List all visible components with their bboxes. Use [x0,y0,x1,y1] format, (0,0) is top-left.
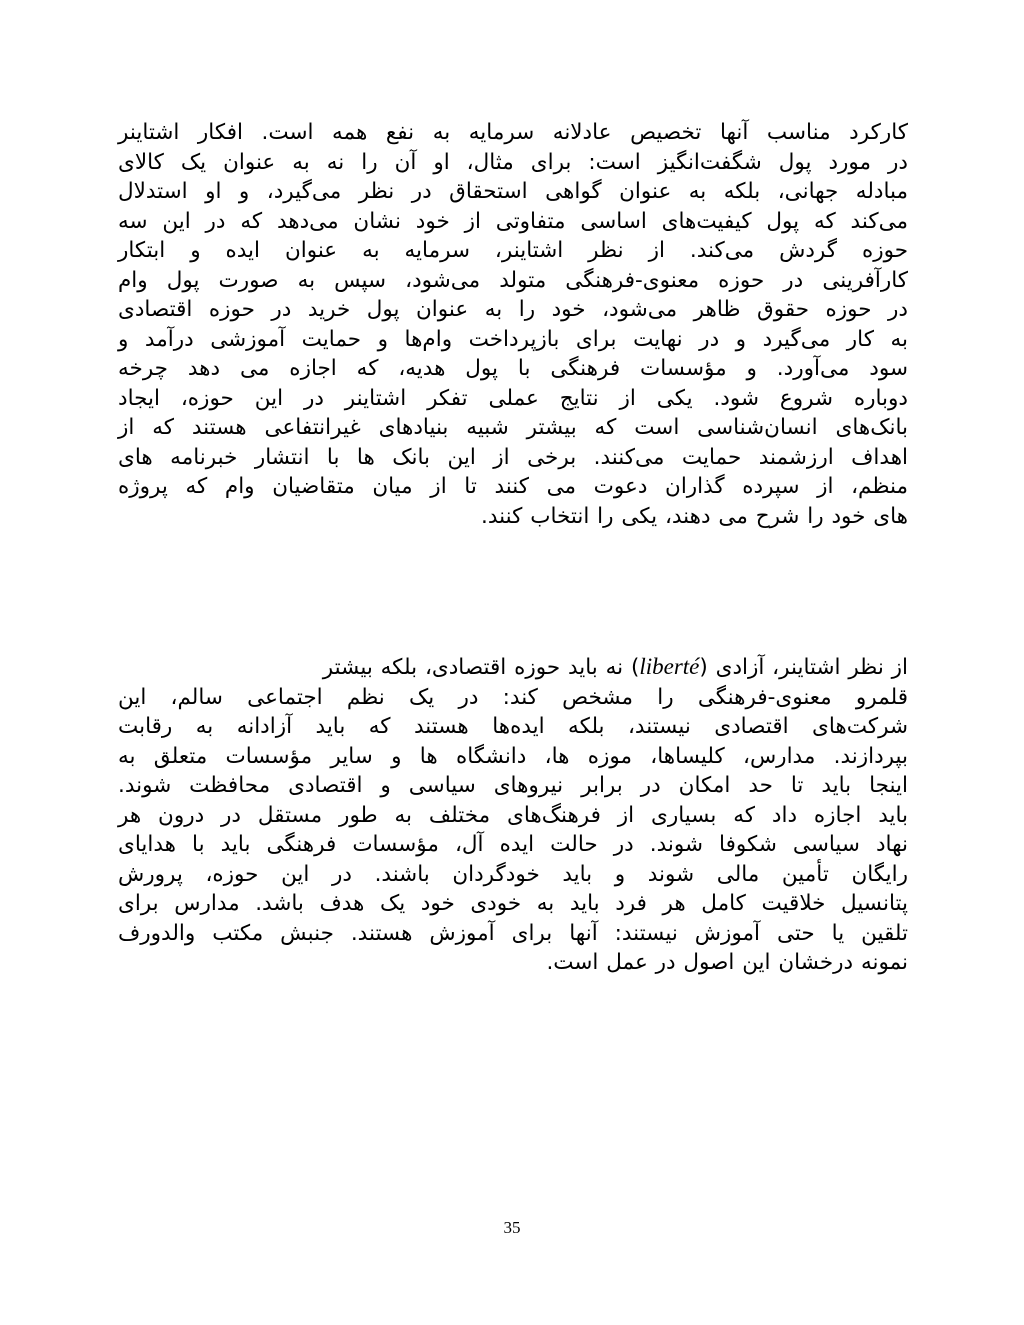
paragraph-2-line: نمونه درخشان این اصول در عمل است. [546,950,908,975]
paragraph-1 [118,118,908,531]
paragraph-2-text: از نظر اشتاینر، آزادی ( [699,655,908,680]
page-number: 35 [503,1218,521,1237]
paragraph-1-line: حوزه گردش می‌کند. از نظر اشتاینر، سرمایه به عنوان ایده و ابتکار [118,238,908,263]
paragraph-2-line: نهاد سیاسی شکوفا شوند. در حالت ایده آل، مؤسسات فرهنگی باید با هدایای [118,832,908,857]
paragraph-2-line: شرکت‌های اقتصادی نیستند، بلکه ایده‌ها هستند که باید آزادانه به رقابت [118,714,908,739]
paragraph-1-line: در مورد پول شگفت‌انگیز است: برای مثال، او آن را نه به عنوان یک کالای [118,149,908,175]
paragraph-1-line: منظم، از سپرده گذاران دعوت می کنند تا از میان متقاضیان وام که پروژه [118,474,908,499]
paragraph-2-line: پتانسیل خلاقیت کامل هر فرد باید به خودی خود یک هدف باشد. مدارس برای [118,891,908,916]
paragraph-1-line: های خود را شرح می دهند، یکی را انتخاب کنند. [481,503,908,529]
paragraph-1-line: مبادله جهانی، بلکه به عنوان گواهی استحقاق در نظر می‌گیرد، و او استدلال [118,179,908,204]
paragraph-1-line: به کار می‌گیرد و در نهایت برای بازپرداخت وام‌ها و حمایت آموزشی درآمد و [118,326,908,352]
liberte-term: liberté [639,654,700,679]
paragraph-1-line: می‌کند که پول کیفیت‌های اساسی متفاوتی از خود نشان می‌دهد که در این سه [118,208,908,234]
paragraph-1-line: بانک‌های انسان‌شناسی است که بیشتر شبیه بنیادهای غیرانتفاعی هستند که از [118,415,908,440]
paragraph-2-line: اینجا باید تا حد امکان در برابر نیروهای سیاسی و اقتصادی محافظت شوند. [118,773,908,798]
paragraph-2-line: تلقین یا حتی آموزش نیستند: آنها برای آموزش هستند. جنبش مکتب والدورف [118,920,908,946]
paragraph-1-line: در حوزه حقوق ظاهر می‌شود، خود را به عنوان پول خرید در حوزه اقتصادی [118,297,908,322]
paragraph-2 [118,652,908,978]
paragraph-1-line: اهداف ارزشمند حمایت می‌کنند. برخی از این بانک ها با انتشار خبرنامه های [118,444,908,470]
paragraph-2-line: باید اجازه داد که بسیاری از فرهنگ‌های مختلف به طور مستقل در درون هر [118,802,908,828]
paragraph-2-line: بپردازند. مدارس، کلیساها، موزه ها، دانشگاه ها و سایر مؤسسات متعلق به [118,743,908,769]
paragraph-2-line: قلمرو معنوی-فرهنگی را مشخص کند: در یک نظم اجتماعی سالم، این [118,684,908,710]
paragraph-1-line: کارکرد مناسب آنها تخصیص عادلانه سرمایه به نفع همه است. افکار اشتاینر [118,120,908,145]
paragraph-1-line: کارآفرینی در حوزه معنوی-فرهنگی متولد می‌شود، سپس به صورت پول وام [118,267,908,293]
paragraph-2-line: رایگان تأمین مالی شوند و باید خودگردان باشند. در این حوزه، پرورش [118,861,908,887]
paragraph-2-text: ) نه باید حوزه اقتصادی، بلکه بیشتر [322,655,640,680]
paragraph-1-line: سود می‌آورد. و مؤسسات فرهنگی با پول هدیه، که اجازه می دهد چرخه [118,356,908,381]
paragraph-1-line: دوباره شروع شود. یکی از نتایج عملی تفکر اشتاینر در این حوزه، ایجاد [118,385,908,411]
paragraph-2-first-line [118,652,908,683]
